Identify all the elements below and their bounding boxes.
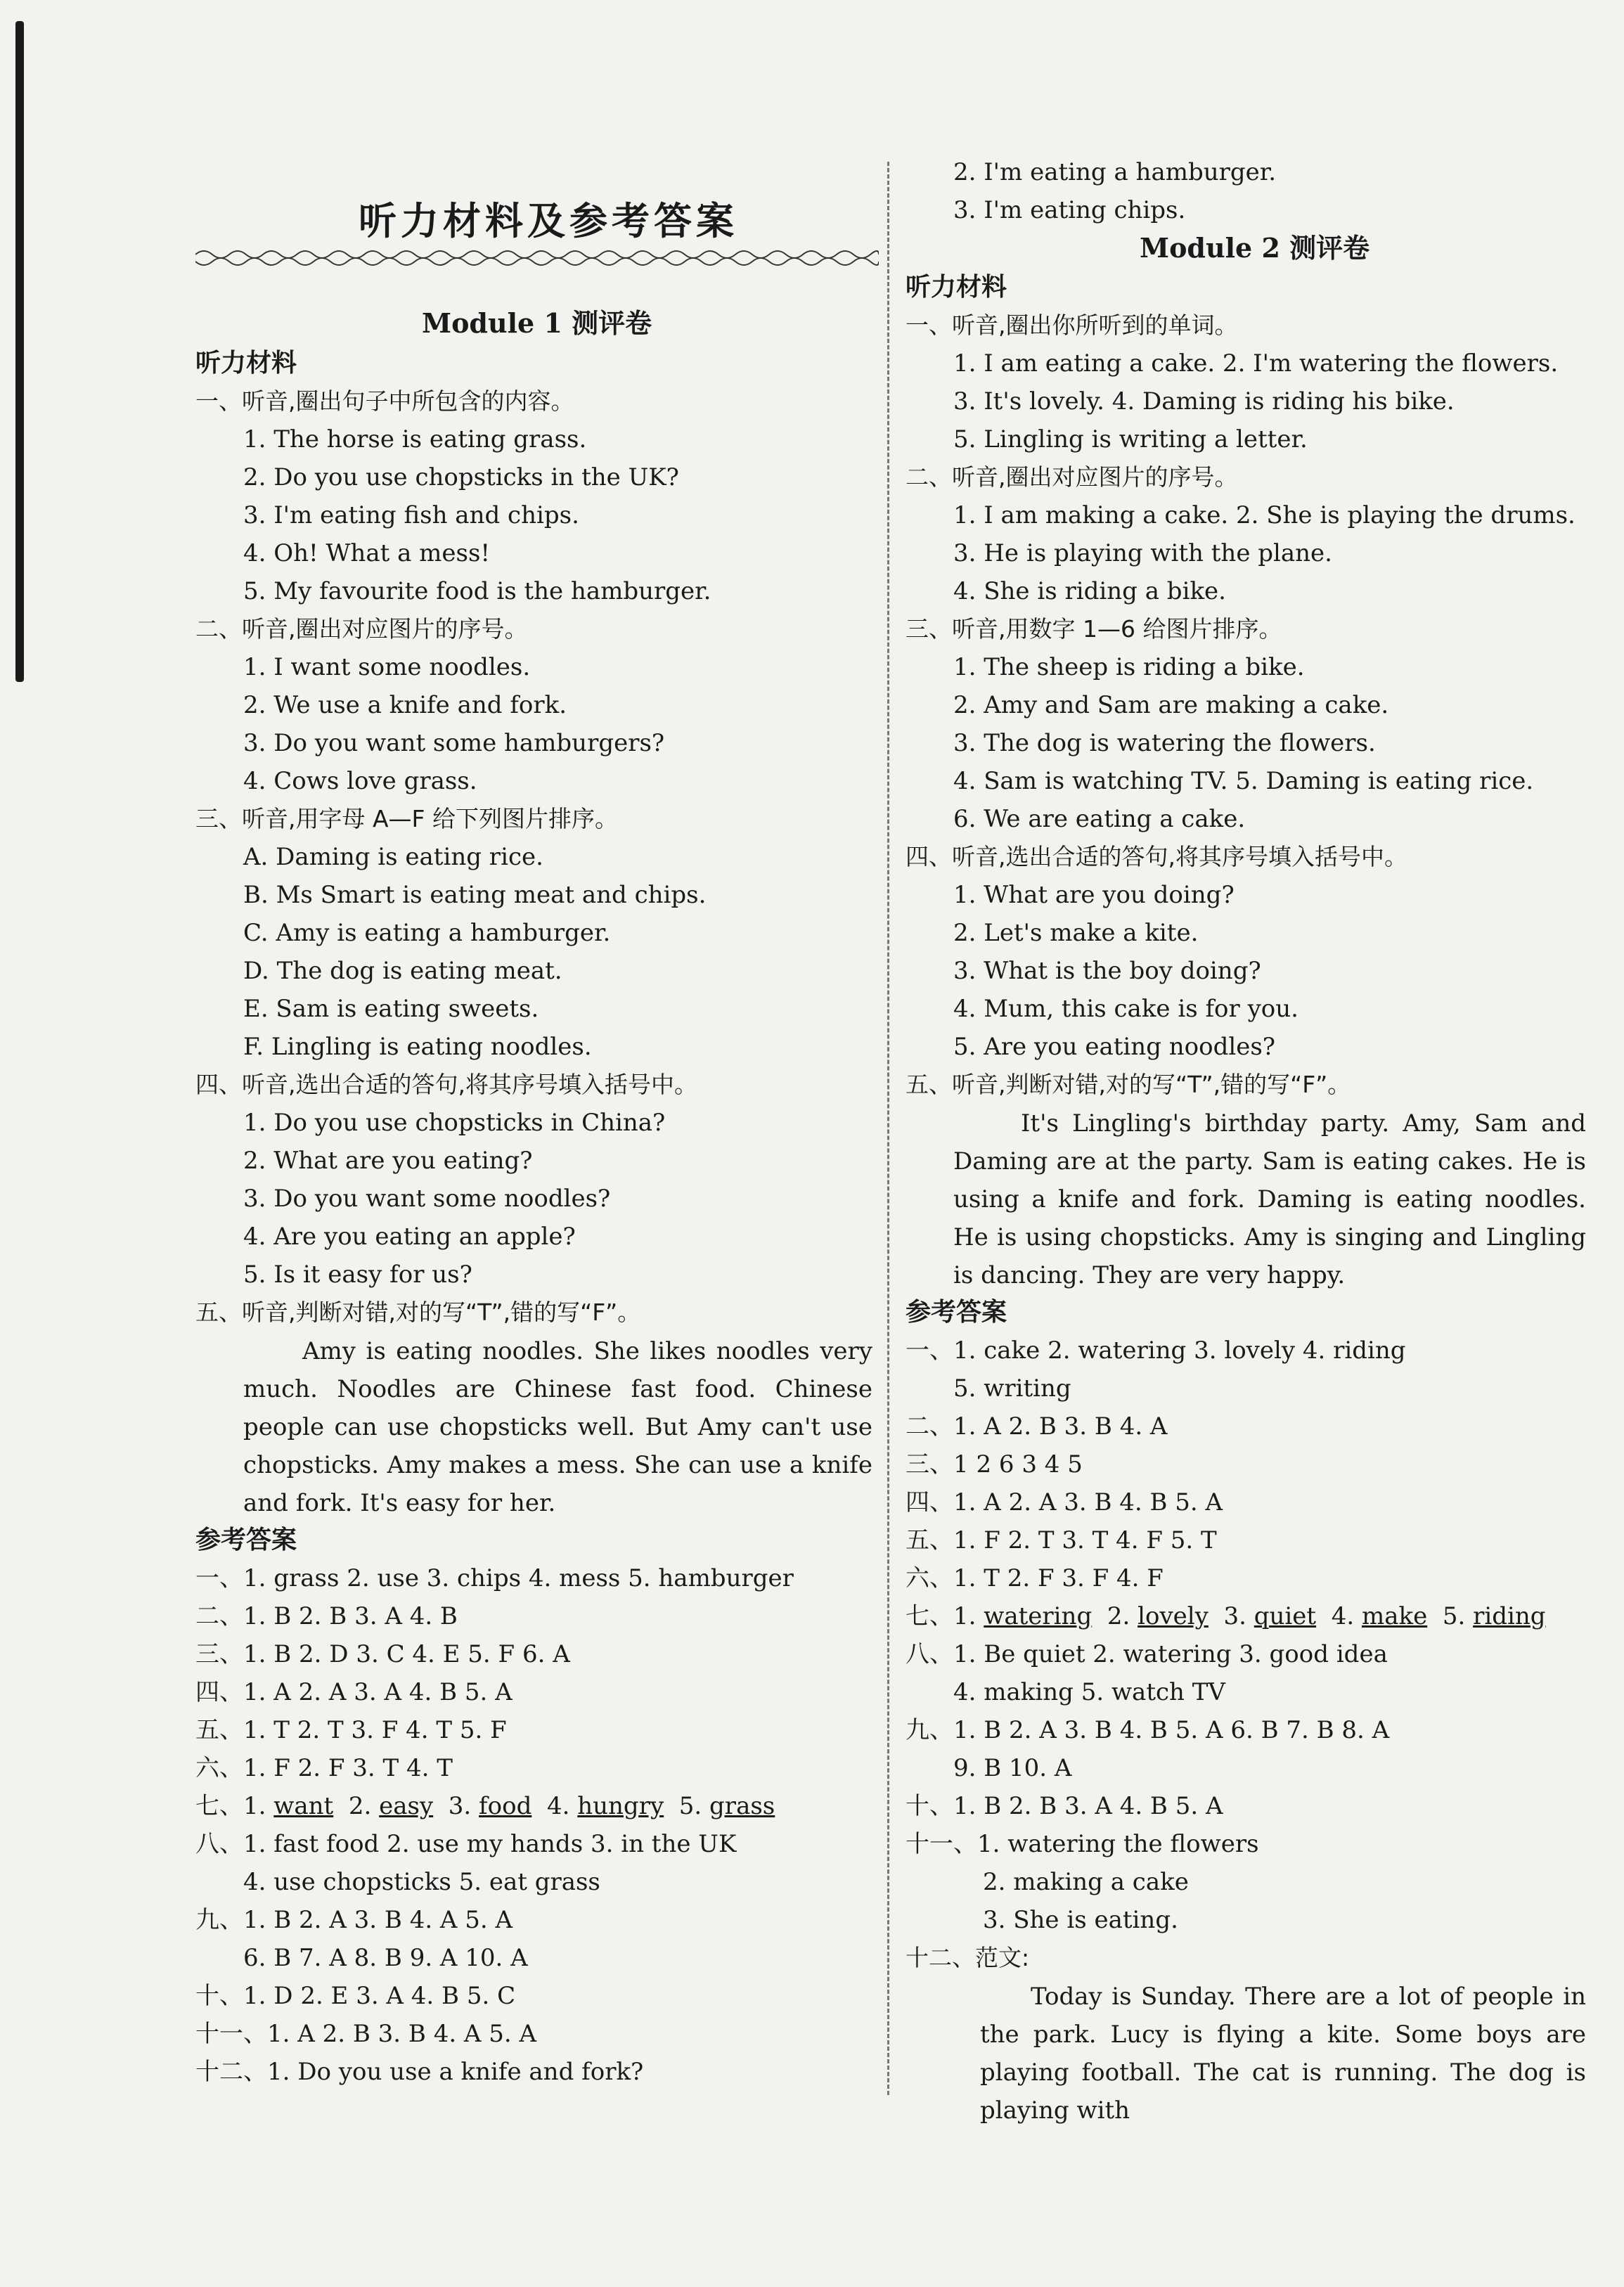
module-1-heading: Module 1 测评卷 (422, 307, 652, 339)
answer-row: 十一、1. watering the flowers (906, 1830, 1259, 1858)
list-item: 4. Mum, this cake is for you. (953, 995, 1298, 1023)
answer-row: 一、1. grass 2. use 3. chips 4. mess 5. hamburger (195, 1564, 794, 1592)
list-item: 1. I am eating a cake. 2. I'm watering the flowers. (953, 349, 1559, 378)
answer-row: 一、1. cake 2. watering 3. lovely 4. riding (906, 1336, 1406, 1365)
list-item: 3. He is playing with the plane. (953, 539, 1332, 567)
answer-row: 七、1. watering 2. lovely 3. quiet 4. make 5. riding (906, 1602, 1546, 1630)
underlined-answer: grass (709, 1792, 775, 1820)
list-item: 2. What are you eating? (243, 1147, 533, 1175)
m2-s5-passage: It's Lingling's birthday party. Amy, Sam and Daming are at the party. Sam is eating cakes. He is using a knife and fork. Daming is eating noodles. He is using chopsticks. Amy is singing and Lingling is dancing. They are very happy. (953, 1109, 1586, 1289)
list-item: 3. What is the boy doing? (953, 957, 1261, 985)
answer-row: 四、1. A 2. A 3. B 4. B 5. A (906, 1488, 1223, 1516)
decorative-wave-divider (195, 246, 879, 270)
list-item: 4. Oh! What a mess! (243, 539, 491, 567)
answer-row: 三、1 2 6 3 4 5 (906, 1450, 1083, 1479)
list-item: 2. Amy and Sam are making a cake. (953, 691, 1389, 719)
answer-row: 九、1. B 2. A 3. B 4. A 5. A (195, 1906, 513, 1934)
list-item: 5. Are you eating noodles? (953, 1033, 1276, 1061)
answer-row: 二、1. B 2. B 3. A 4. B (195, 1602, 458, 1630)
m2-s5-title: 五、听音,判断对错,对的写“T”,错的写“F”。 (906, 1071, 1351, 1098)
list-item: 2. Let's make a kite. (953, 919, 1199, 947)
answer-row: 六、1. T 2. F 3. F 4. F (906, 1564, 1164, 1592)
list-item: 1. The sheep is riding a bike. (953, 653, 1305, 681)
answer-row: 五、1. F 2. T 3. T 4. F 5. T (906, 1526, 1217, 1554)
page-title: 听力材料及参考答案 (359, 199, 738, 243)
answer-row: 二、1. A 2. B 3. B 4. A (906, 1412, 1168, 1441)
list-item: 3. I'm eating chips. (953, 196, 1186, 224)
list-item: F. Lingling is eating noodles. (243, 1033, 592, 1061)
list-item: 1. I am making a cake. 2. She is playing the drums. (953, 501, 1575, 529)
underlined-answer: watering (984, 1602, 1093, 1630)
answer-row: 十一、1. A 2. B 3. B 4. A 5. A (195, 2020, 537, 2048)
list-item: 3. The dog is watering the flowers. (953, 729, 1376, 757)
m1-s4-title: 四、听音,选出合适的答句,将其序号填入括号中。 (195, 1071, 697, 1098)
list-item: 6. We are eating a cake. (953, 805, 1246, 833)
answer-row: 七、1. want 2. easy 3. food 4. hungry 5. grass (195, 1792, 775, 1820)
answer-row: 3. She is eating. (983, 1906, 1178, 1934)
answer-row: 6. B 7. A 8. B 9. A 10. A (243, 1944, 528, 1972)
underlined-answer: want (273, 1792, 334, 1820)
underlined-answer: easy (379, 1792, 434, 1820)
list-item: 5. Lingling is writing a letter. (953, 425, 1308, 453)
list-item: C. Amy is eating a hamburger. (243, 919, 611, 947)
list-item: D. The dog is eating meat. (243, 957, 562, 985)
m1-s2-title: 二、听音,圈出对应图片的序号。 (195, 615, 528, 643)
m2-s1-title: 一、听音,圈出你所听到的单词。 (906, 311, 1238, 339)
m1-s5-title: 五、听音,判断对错,对的写“T”,错的写“F”。 (195, 1299, 641, 1326)
m2-listening-label: 听力材料 (906, 273, 1007, 302)
m1-answers-label: 参考答案 (195, 1526, 297, 1554)
underlined-answer: lovely (1138, 1602, 1209, 1630)
column-divider (887, 162, 889, 2095)
answer-row: 十二、1. Do you use a knife and fork? (195, 2058, 644, 2086)
answer-row: 2. making a cake (983, 1868, 1189, 1896)
m1-s1-title: 一、听音,圈出句子中所包含的内容。 (195, 387, 574, 415)
answer-row: 八、1. fast food 2. use my hands 3. in the UK (195, 1830, 737, 1858)
underlined-answer: riding (1473, 1602, 1546, 1630)
list-item: 4. She is riding a bike. (953, 577, 1226, 605)
list-item: 3. I'm eating fish and chips. (243, 501, 579, 529)
answer-row: 五、1. T 2. T 3. F 4. T 5. F (195, 1716, 507, 1744)
list-item: 2. We use a knife and fork. (243, 691, 567, 719)
list-item: B. Ms Smart is eating meat and chips. (243, 881, 707, 909)
underlined-answer: food (479, 1792, 532, 1820)
m1-s5-passage: Amy is eating noodles. She likes noodles very much. Noodles are Chinese fast food. Chinese people can use chopsticks well. But Amy can't use chopsticks. Amy makes a mess. She can use a knife and fork. It's easy for her. (243, 1337, 872, 1517)
m2-s4-title: 四、听音,选出合适的答句,将其序号填入括号中。 (906, 843, 1407, 870)
list-item: 5. Is it easy for us? (243, 1261, 472, 1289)
answer-row: 4. making 5. watch TV (953, 1678, 1225, 1706)
list-item: 3. Do you want some hamburgers? (243, 729, 665, 757)
list-item: 4. Sam is watching TV. 5. Daming is eating rice. (953, 767, 1534, 795)
answer-row: 六、1. F 2. F 3. T 4. T (195, 1754, 453, 1782)
list-item: 4. Are you eating an apple? (243, 1223, 576, 1251)
answer-row: 十、1. B 2. B 3. A 4. B 5. A (906, 1792, 1223, 1820)
m2-a12-passage: Today is Sunday. There are a lot of people in the park. Lucy is flying a kite. Some boys are playing football. The cat is running. The dog is playing with (980, 1983, 1586, 2125)
m2-s3-title: 三、听音,用数字 1—6 给图片排序。 (906, 615, 1282, 643)
list-item: 1. The horse is eating grass. (243, 425, 587, 453)
list-item: A. Daming is eating rice. (243, 843, 543, 871)
binding-edge (15, 21, 24, 682)
answer-row: 十、1. D 2. E 3. A 4. B 5. C (195, 1982, 516, 2010)
underlined-answer: quiet (1254, 1602, 1317, 1630)
list-item: 3. Do you want some noodles? (243, 1185, 611, 1213)
list-item: E. Sam is eating sweets. (243, 995, 539, 1023)
m1-listening-label: 听力材料 (195, 349, 297, 378)
list-item: 2. I'm eating a hamburger. (953, 158, 1277, 186)
answer-row: 5. writing (953, 1374, 1071, 1403)
list-item: 2. Do you use chopsticks in the UK? (243, 463, 679, 491)
answer-row: 4. use chopsticks 5. eat grass (243, 1868, 600, 1896)
answer-row: 八、1. Be quiet 2. watering 3. good idea (906, 1640, 1388, 1668)
list-item: 4. Cows love grass. (243, 767, 477, 795)
m1-s3-title: 三、听音,用字母 A—F 给下列图片排序。 (195, 805, 619, 832)
answer-row: 九、1. B 2. A 3. B 4. B 5. A 6. B 7. B 8. A (906, 1716, 1390, 1744)
m2-s2-title: 二、听音,圈出对应图片的序号。 (906, 463, 1238, 491)
list-item: 1. Do you use chopsticks in China? (243, 1109, 666, 1137)
answer-row: 9. B 10. A (953, 1754, 1072, 1782)
list-item: 1. What are you doing? (953, 881, 1235, 909)
underlined-answer: hungry (577, 1792, 664, 1820)
m2-answers-label: 参考答案 (906, 1298, 1007, 1327)
list-item: 5. My favourite food is the hamburger. (243, 577, 711, 605)
module-2-heading: Module 2 测评卷 (1140, 232, 1370, 264)
answer-row: 三、1. B 2. D 3. C 4. E 5. F 6. A (195, 1640, 570, 1668)
list-item: 1. I want some noodles. (243, 653, 531, 681)
underlined-answer: make (1361, 1602, 1428, 1630)
list-item: 3. It's lovely. 4. Daming is riding his bike. (953, 387, 1455, 415)
answer-row: 四、1. A 2. A 3. A 4. B 5. A (195, 1678, 513, 1706)
m2-a12-label: 十二、范文: (906, 1944, 1030, 1971)
